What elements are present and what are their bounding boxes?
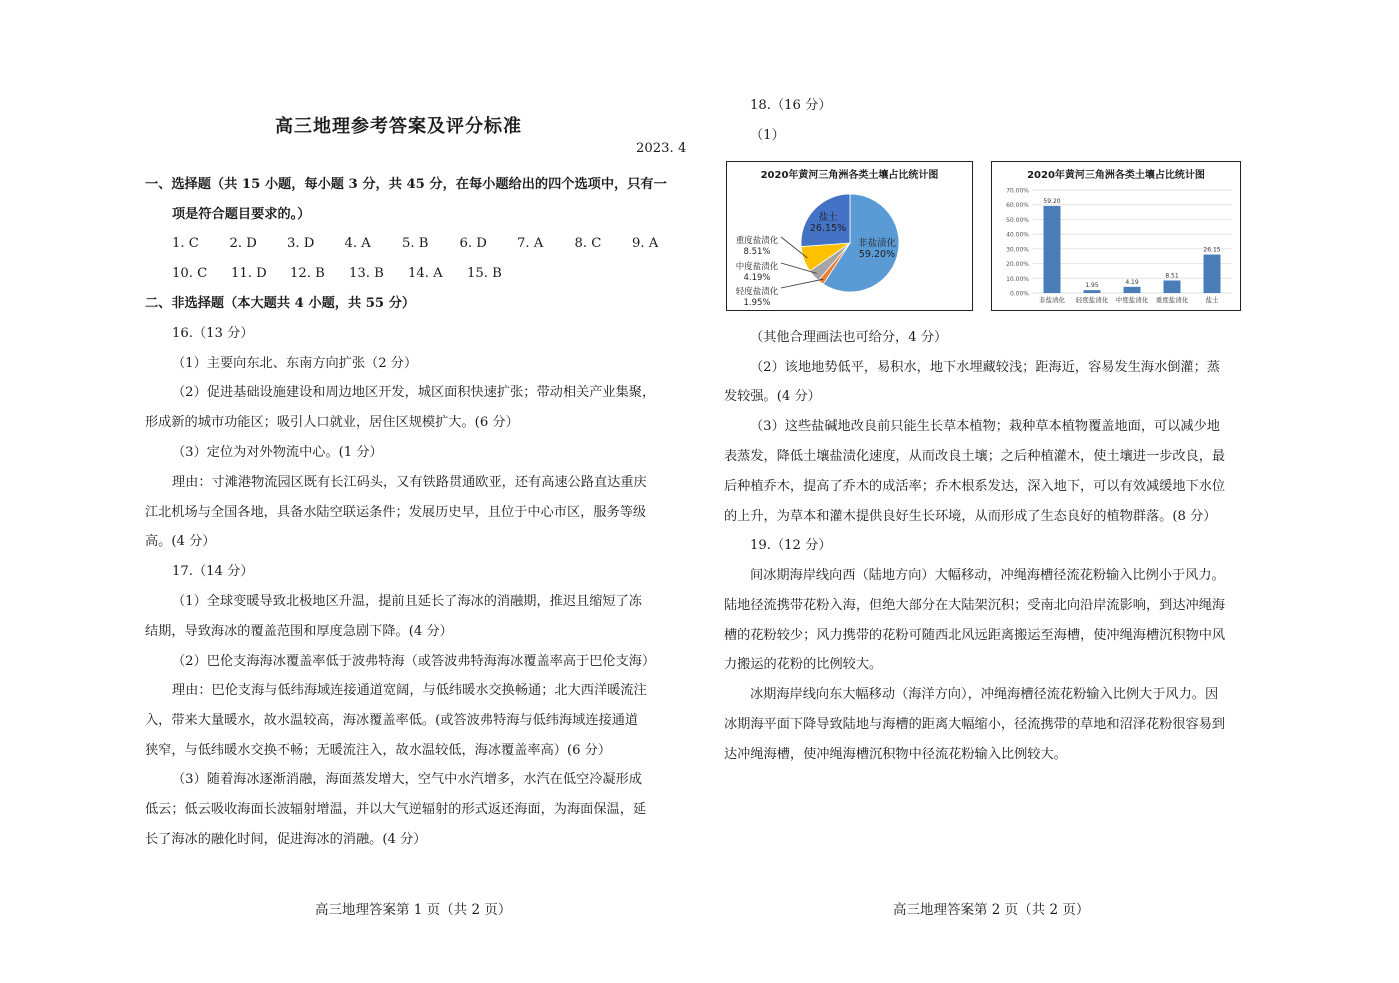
pie-data-label: 59.20% — [858, 249, 896, 260]
bar — [1044, 206, 1061, 293]
q16-heading: 16.（13 分） — [172, 326, 254, 341]
bar-data-label: 8.51 — [1165, 272, 1179, 280]
text-line: （3）随着海冰逐渐消融，海面蒸发增大，空气中水汽增多，水汽在低空冷凝形成 — [172, 772, 642, 787]
text-line: 结期，导致海冰的覆盖范围和厚度急剧下降。(4 分） — [145, 624, 453, 639]
bar-y-tick-label: 50.00% — [1006, 216, 1029, 224]
bar-y-tick-label: 60.00% — [1006, 202, 1029, 210]
bar — [1124, 287, 1141, 293]
text-line: （2）促进基础设施建设和周边地区开发，城区面积快速扩张；带动相关产业集聚， — [172, 385, 656, 400]
bar — [1084, 290, 1101, 293]
bar-category-label: 重度盐渍化 — [1155, 296, 1189, 304]
answer-item: 1. C — [172, 236, 199, 251]
answer-item: 11. D — [231, 266, 267, 281]
bar-y-tick-label: 10.00% — [1006, 275, 1029, 283]
text-line: 形成新的城市功能区；吸引人口就业，居住区规模扩大。(6 分） — [145, 415, 519, 430]
bar-y-tick-label: 0.00% — [1009, 290, 1029, 298]
text-line: （3）这些盐碱地改良前只能生长草本植物；栽种草本植物覆盖地面，可以减少地 — [750, 419, 1220, 434]
text-line: （其他合理画法也可给分，4 分） — [750, 330, 948, 345]
bar-chart-plot — [992, 162, 1240, 310]
text-line: 入，带来大量暖水，故水温较高，海冰覆盖率低。(或答波弗特海与低纬海域连接通道 — [145, 713, 639, 728]
bar-category-label: 盐土 — [1205, 296, 1219, 304]
q18-part1: （1） — [750, 128, 785, 143]
bar-data-label: 4.19 — [1125, 278, 1139, 286]
pie-data-label: 重度盐渍化 — [735, 236, 779, 246]
bar — [1164, 280, 1181, 293]
text-line: 冰期海平面下降导致陆地与海槽的距离大幅缩小，径流携带的草地和沼泽花粉很容易到 — [724, 717, 1226, 732]
bar-data-label: 26.15 — [1203, 246, 1221, 254]
text-line: 理由：寸滩港物流园区既有长江码头，又有铁路贯通欧亚，还有高速公路直达重庆 — [172, 475, 647, 490]
section-1-heading-cont: 项是符合题目要求的。） — [172, 207, 311, 222]
text-line: （2）巴伦支海海冰覆盖率低于波弗特海（或答波弗特海海冰覆盖率高于巴伦支海） — [172, 654, 656, 669]
pie-data-label: 1.95% — [743, 298, 771, 308]
answer-item: 9. A — [632, 236, 659, 251]
page-footer-right: 高三地理答案第 2 页（共 2 页） — [893, 902, 1090, 918]
pie-leader-line — [781, 279, 823, 288]
bar-y-tick-label: 20.00% — [1006, 261, 1029, 269]
pie-data-label: 4.19% — [743, 273, 771, 283]
section-2-heading: 二、非选择题（本大题共 4 小题，共 55 分） — [145, 296, 416, 311]
text-line: 表蒸发，降低土壤盐渍化速度，从而改良土壤；之后种植灌木，使土壤进一步改良，最 — [724, 449, 1226, 464]
page-title: 高三地理参考答案及评分标准 — [275, 116, 522, 137]
text-line: 狭窄，与低纬暖水交换不畅；无暖流注入，故水温较低，海冰覆盖率高）(6 分） — [145, 743, 612, 758]
bar-chart — [991, 161, 1241, 311]
text-line: 理由：巴伦支海与低纬海域连接通道宽阔，与低纬暖水交换畅通；北大西洋暖流注 — [172, 683, 647, 698]
text-line: 槽的花粉较少；风力携带的花粉可随西北风远距离搬运至海槽，使冲绳海槽沉积物中风 — [724, 628, 1226, 643]
text-line: 间冰期海岸线向西（陆地方向）大幅移动，冲绳海槽径流花粉输入比例小于风力。 — [750, 568, 1225, 583]
q18-heading: 18.（16 分） — [750, 98, 832, 113]
pie-chart-title: 2020年黄河三角洲各类土壤占比统计图 — [760, 170, 939, 181]
text-line: 陆地径流携带花粉入海，但绝大部分在大陆架沉积；受南北向沿岸流影响，到达冲绳海 — [724, 598, 1226, 613]
answer-item: 6. D — [459, 236, 487, 251]
text-line: 发较强。(4 分） — [724, 389, 821, 404]
q17-heading: 17.（14 分） — [172, 564, 254, 579]
bar-y-tick-label: 70.00% — [1006, 187, 1029, 195]
pie-data-label: 26.15% — [809, 223, 847, 234]
answer-item: 4. A — [344, 236, 371, 251]
answer-item: 8. C — [574, 236, 602, 251]
pie-chart — [726, 161, 973, 311]
answer-item: 15. B — [467, 266, 502, 281]
q19-heading: 19.（12 分） — [750, 538, 832, 553]
text-line: 高。(4 分） — [145, 534, 216, 549]
text-line: （3）定位为对外物流中心。(1 分） — [172, 445, 383, 460]
pie-data-label: 8.51% — [743, 247, 771, 257]
text-line: 冰期海岸线向东大幅移动（海洋方向），冲绳海槽径流花粉输入比例大于风力。因 — [750, 687, 1219, 702]
text-line: 力搬运的花粉的比例较大。 — [724, 657, 883, 672]
text-line: 的上升，为草本和灌木提供良好生长环境，从而形成了生态良好的植物群落。(8 分） — [724, 509, 1217, 524]
answer-item: 5. B — [402, 236, 429, 251]
pie-data-label: 非盐渍化 — [857, 238, 897, 249]
section-1-heading: 一、选择题（共 15 小题，每小题 3 分，共 45 分，在每小题给出的四个选项中，只有一 — [145, 177, 667, 192]
page-footer-left: 高三地理答案第 1 页（共 2 页） — [315, 902, 512, 918]
bar-chart-title: 2020年黄河三角洲各类土壤占比统计图 — [1027, 170, 1205, 181]
text-line: 低云；低云吸收海面长波辐射增温，并以大气逆辐射的形式返还海面，为海面保温，延 — [145, 802, 647, 817]
pie-data-label: 轻度盐渍化 — [735, 287, 779, 297]
text-line: 达冲绳海槽，使冲绳海槽沉积物中径流花粉输入比例较大。 — [724, 747, 1067, 762]
bar-data-label: 1.95 — [1085, 282, 1099, 290]
bar-category-label: 轻度盐渍化 — [1075, 296, 1109, 304]
bar-category-label: 非盐渍化 — [1039, 296, 1065, 304]
bar-data-label: 59.20 — [1043, 197, 1061, 205]
pie-data-label: 中度盐渍化 — [735, 262, 779, 272]
text-line: 后种植乔木，提高了乔木的成活率；乔木根系发达，深入地下，可以有效减缓地下水位 — [724, 479, 1226, 494]
answer-item: 2. D — [229, 236, 257, 251]
bar-y-tick-label: 40.00% — [1006, 231, 1029, 239]
pie-chart-plot — [727, 162, 972, 310]
answer-item: 7. A — [517, 236, 544, 251]
answer-item: 14. A — [408, 266, 443, 281]
text-line: 长了海冰的融化时间，促进海冰的消融。(4 分） — [145, 832, 427, 847]
text-line: （1）主要向东北、东南方向扩张（2 分） — [172, 356, 418, 371]
answer-item: 12. B — [290, 266, 325, 281]
answer-item: 3. D — [287, 236, 315, 251]
bar-category-label: 中度盐渍化 — [1115, 296, 1149, 304]
bar-y-tick-label: 30.00% — [1006, 246, 1029, 254]
bar — [1204, 255, 1221, 293]
text-line: （2）该地地势低平，易积水，地下水埋藏较浅；距海近，容易发生海水倒灌；蒸 — [750, 360, 1220, 375]
pie-data-label: 盐土 — [818, 212, 838, 223]
answer-item: 13. B — [349, 266, 384, 281]
text-line: 江北机场与全国各地，具备水陆空联运条件；发展历史早，且位于中心市区，服务等级 — [145, 505, 647, 520]
text-line: （1）全球变暖导致北极地区升温，提前且延长了海冰的消融期，推迟且缩短了冻 — [172, 594, 642, 609]
answer-item: 10. C — [172, 266, 208, 281]
exam-date: 2023. 4 — [636, 141, 687, 156]
